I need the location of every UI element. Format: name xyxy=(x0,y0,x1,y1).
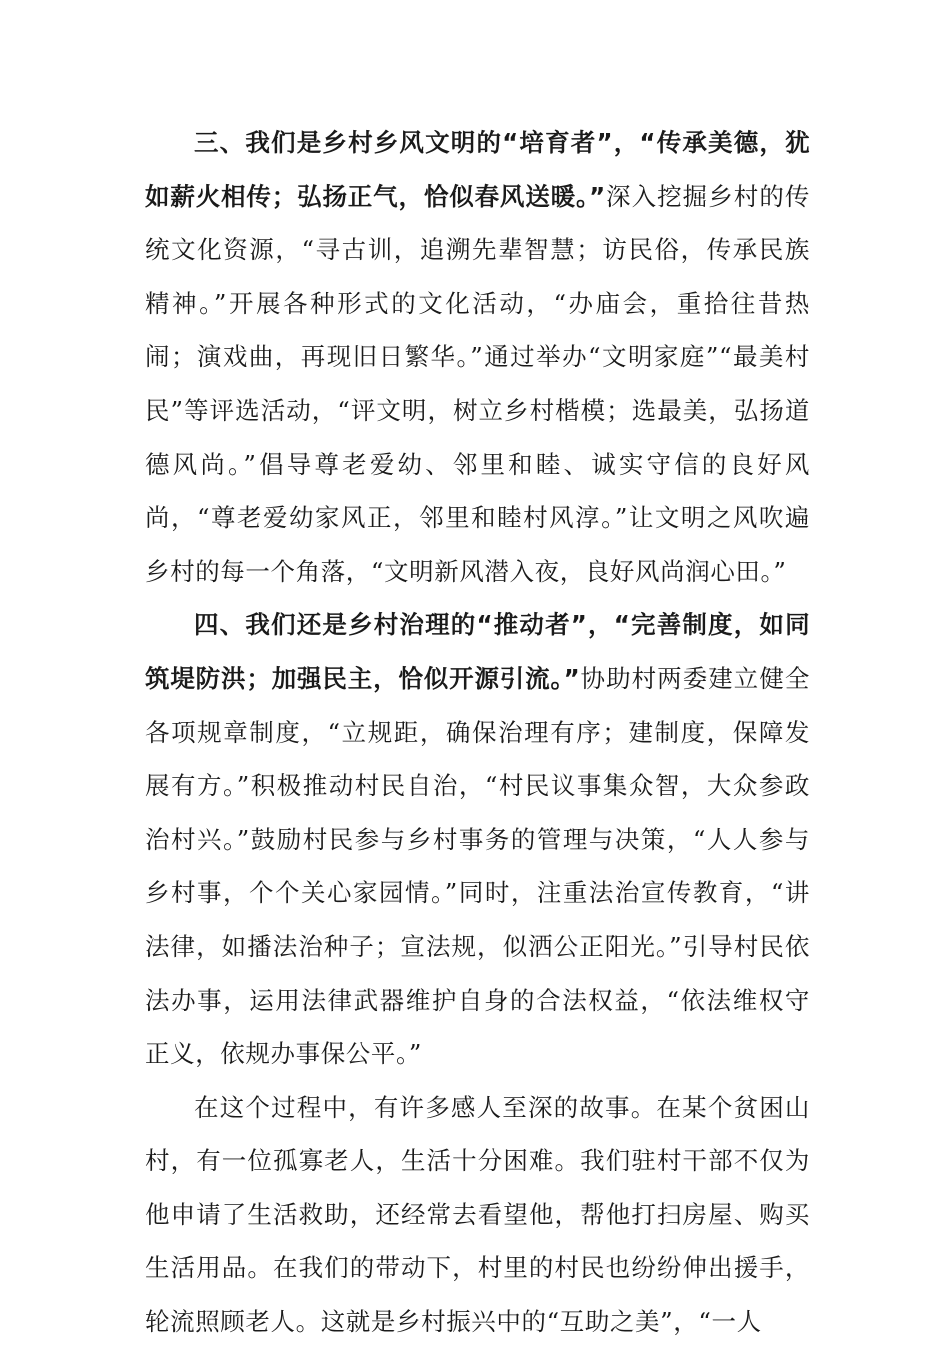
document-page xyxy=(145,116,810,1349)
paragraph-body: 协助村两委建立健全各项规章制度，“立规距，确保治理有序；建制度，保障发展有方。”积极推动村民自治，“村民议事集众智，大众参政治村兴。”鼓励村民参与乡村事务的管理与决策，“人人参与乡村事，个个关心家园情。”同时，注重法治宣传教育，“讲法律，如播法治种子；宣法规，似洒公正阳光。”引导村民依法办事，运用法律武器维护自身的合法权益，“依法维权守正义，依规办事保公平。” xyxy=(145,663,810,1069)
paragraph-story xyxy=(145,1081,810,1349)
paragraph-body: 在这个过程中，有许多感人至深的故事。在某个贫困山村，有一位孤寡老人，生活十分困难。我们驻村干部不仅为他申请了生活救助，还经常去看望他，帮他打扫房屋、购买生活用品。在我们的带动下，村里的村民也纷纷伸出援手，轮流照顾老人。这就是乡村振兴中的“互助之美”，“一人 xyxy=(145,1092,810,1337)
paragraph-heading: 三、我们是乡村乡风文明的“培育者”，“传承美德，犹如薪火相传；弘扬正气，恰似春风送暖。” xyxy=(145,128,810,211)
paragraph-body: 深入挖掘乡村的传统文化资源，“寻古训，追溯先辈智慧；访民俗，传承民族精神。”开展各种形式的文化活动，“办庙会，重拾往昔热闹；演戏曲，再现旧日繁华。”通过举办“文明家庭”“最美村民”等评选活动，“评文明，树立乡村楷模；选最美，弘扬道德风尚。”倡导尊老爱幼、邻里和睦、诚实守信的良好风尚，“尊老爱幼家风正，邻里和睦村风淳。”让文明之风吹遍乡村的每一个角落，“文明新风潜入夜，良好风尚润心田。” xyxy=(145,181,810,586)
paragraph-culture xyxy=(145,116,810,598)
paragraph-governance xyxy=(145,598,810,1080)
paragraph-heading: 四、我们还是乡村治理的“推动者”，“完善制度，如同筑堤防洪；加强民主，恰似开源引流。” xyxy=(145,610,810,693)
